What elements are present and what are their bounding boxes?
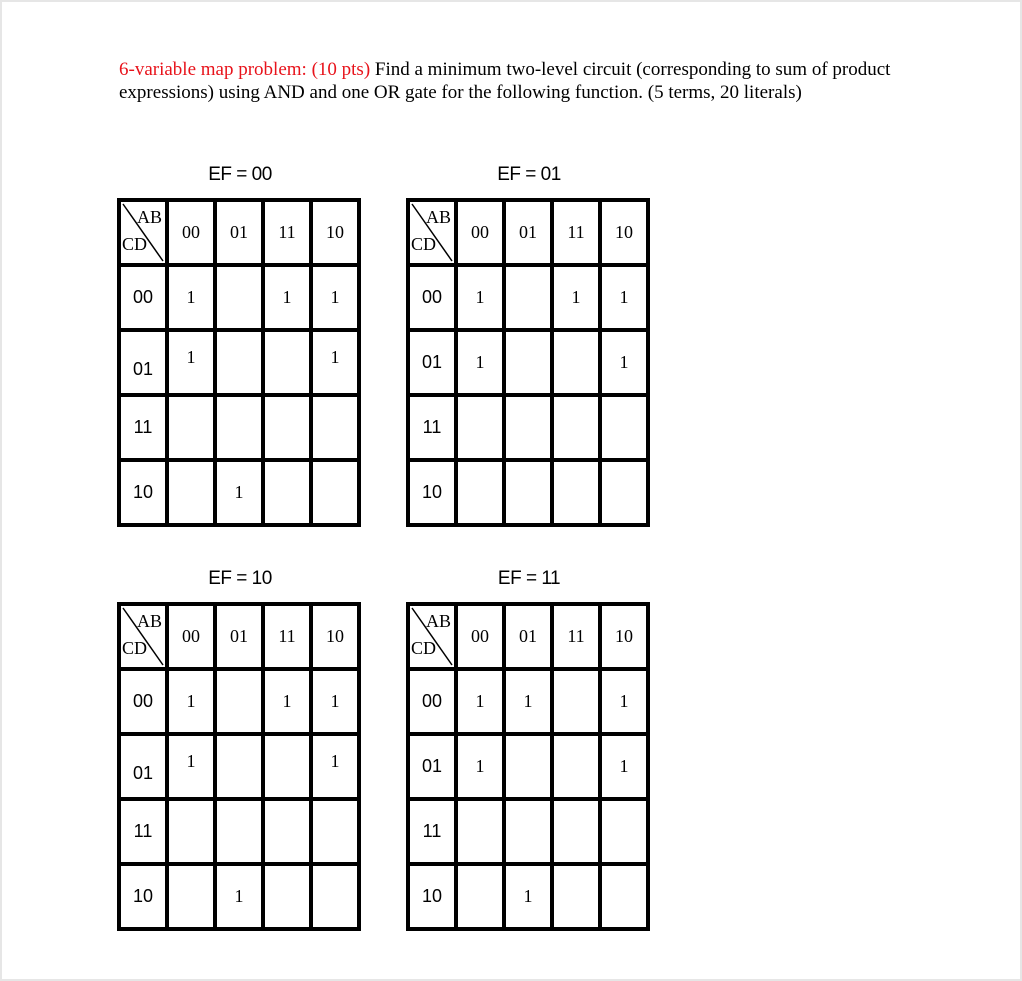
kmap-cell: 1 bbox=[265, 267, 309, 328]
kmap-cell bbox=[506, 267, 550, 328]
col-header: 00 bbox=[458, 606, 502, 667]
kmap-corner bbox=[121, 202, 165, 263]
kmap-cell: 1 bbox=[265, 671, 309, 732]
kmap-cell bbox=[217, 736, 261, 797]
kmap-title-ef01: EF = 01 bbox=[497, 164, 561, 185]
row-header: 10 bbox=[121, 866, 165, 927]
kmap-cell: 1 bbox=[217, 462, 261, 523]
kmap-cell: 1 bbox=[217, 866, 261, 927]
row-header: 11 bbox=[121, 801, 165, 862]
row-header: 00 bbox=[410, 671, 454, 732]
kmap-cell bbox=[506, 462, 550, 523]
row-header bbox=[121, 736, 165, 797]
corner-cd-label: CD bbox=[122, 234, 148, 254]
row-header: 10 bbox=[121, 462, 165, 523]
kmap-cell: 1 bbox=[458, 332, 502, 393]
kmap-cell bbox=[458, 866, 502, 927]
kmap-cell-value: 1 bbox=[330, 751, 340, 771]
kmap-cell: 1 bbox=[602, 736, 646, 797]
col-header: 01 bbox=[506, 202, 550, 263]
kmap-cell bbox=[265, 332, 309, 393]
col-header: 11 bbox=[554, 202, 598, 263]
kmap-title-ef00: EF = 00 bbox=[208, 164, 272, 185]
col-header: 00 bbox=[169, 606, 213, 667]
row-header: 00 bbox=[121, 267, 165, 328]
kmap-cell: 1 bbox=[458, 267, 502, 328]
kmap-corner bbox=[410, 202, 454, 263]
kmap-cell bbox=[313, 801, 357, 862]
kmap-corner bbox=[121, 606, 165, 667]
kmap-cell bbox=[554, 736, 598, 797]
kmap-cell: 1 bbox=[602, 671, 646, 732]
col-header: 11 bbox=[265, 202, 309, 263]
corner-cd-label: CD bbox=[411, 234, 437, 254]
corner-ab-label: AB bbox=[425, 207, 451, 227]
kmap-cell bbox=[169, 462, 213, 523]
corner-ab-label: AB bbox=[136, 611, 162, 631]
kmap-cell bbox=[458, 462, 502, 523]
kmap-ef01 bbox=[406, 198, 650, 527]
kmap-cell bbox=[602, 866, 646, 927]
col-header: 10 bbox=[313, 202, 357, 263]
kmap-cell bbox=[313, 462, 357, 523]
kmap-cell bbox=[265, 462, 309, 523]
kmap-cell bbox=[554, 332, 598, 393]
kmap-cell bbox=[169, 736, 213, 797]
kmap-cell bbox=[217, 671, 261, 732]
row-header: 11 bbox=[410, 397, 454, 458]
problem-statement bbox=[119, 58, 899, 104]
col-header: 11 bbox=[554, 606, 598, 667]
row-header-label: 01 bbox=[132, 359, 154, 379]
kmap-cell bbox=[217, 267, 261, 328]
row-header: 11 bbox=[121, 397, 165, 458]
kmap-cell: 1 bbox=[458, 671, 502, 732]
kmap-cell: 1 bbox=[313, 671, 357, 732]
row-header: 01 bbox=[410, 736, 454, 797]
corner-cd-label: CD bbox=[411, 638, 437, 658]
row-header: 01 bbox=[410, 332, 454, 393]
row-header: 00 bbox=[410, 267, 454, 328]
col-header: 10 bbox=[602, 202, 646, 263]
kmap-cell bbox=[217, 332, 261, 393]
row-header: 10 bbox=[410, 866, 454, 927]
kmap-corner bbox=[410, 606, 454, 667]
kmap-cell: 1 bbox=[169, 267, 213, 328]
kmap-cell bbox=[265, 801, 309, 862]
kmap-cell-value: 1 bbox=[330, 347, 340, 367]
problem-heading: 6-variable map problem: (10 pts) bbox=[119, 59, 371, 80]
problem-text: Find a minimum two-level circuit (corresponding to sum of product expressions) using AND and one OR gate for the following function. (5 terms, 20 literals) bbox=[119, 59, 891, 103]
kmap-cell: 1 bbox=[169, 671, 213, 732]
col-header: 00 bbox=[169, 202, 213, 263]
kmap-cell: 1 bbox=[506, 671, 550, 732]
kmap-ef00 bbox=[117, 198, 361, 527]
col-header: 01 bbox=[506, 606, 550, 667]
kmap-cell bbox=[602, 397, 646, 458]
kmap-cell-value: 1 bbox=[186, 751, 196, 771]
kmap-cell bbox=[217, 801, 261, 862]
kmap-cell bbox=[554, 397, 598, 458]
row-header: 11 bbox=[410, 801, 454, 862]
kmap-cell bbox=[458, 801, 502, 862]
kmap-cell bbox=[313, 866, 357, 927]
kmap-title-ef10: EF = 10 bbox=[208, 568, 272, 589]
corner-cd-label: CD bbox=[122, 638, 148, 658]
kmap-cell bbox=[313, 397, 357, 458]
kmap-cell bbox=[313, 332, 357, 393]
kmap-cell bbox=[313, 736, 357, 797]
row-header-label: 01 bbox=[132, 763, 154, 783]
kmap-title-ef11: EF = 11 bbox=[497, 568, 561, 589]
kmap-cell bbox=[554, 801, 598, 862]
col-header: 11 bbox=[265, 606, 309, 667]
kmap-cell bbox=[506, 736, 550, 797]
kmap-cell bbox=[169, 332, 213, 393]
col-header: 10 bbox=[602, 606, 646, 667]
kmap-cell bbox=[506, 801, 550, 862]
kmap-cell bbox=[265, 736, 309, 797]
row-header bbox=[121, 332, 165, 393]
corner-ab-label: AB bbox=[425, 611, 451, 631]
kmap-cell: 1 bbox=[602, 267, 646, 328]
kmap-cell: 1 bbox=[458, 736, 502, 797]
kmap-ef10 bbox=[117, 602, 361, 931]
col-header: 01 bbox=[217, 202, 261, 263]
row-header: 10 bbox=[410, 462, 454, 523]
kmap-cell bbox=[169, 866, 213, 927]
kmap-cell bbox=[169, 801, 213, 862]
kmap-cell bbox=[602, 462, 646, 523]
kmap-cell-value: 1 bbox=[186, 347, 196, 367]
kmap-ef11 bbox=[406, 602, 650, 931]
kmap-cell bbox=[169, 397, 213, 458]
row-header: 00 bbox=[121, 671, 165, 732]
col-header: 01 bbox=[217, 606, 261, 667]
kmap-cell bbox=[554, 671, 598, 732]
kmap-cell bbox=[506, 332, 550, 393]
col-header: 10 bbox=[313, 606, 357, 667]
kmap-cell bbox=[217, 397, 261, 458]
kmap-cell bbox=[554, 462, 598, 523]
corner-ab-label: AB bbox=[136, 207, 162, 227]
kmap-cell bbox=[554, 866, 598, 927]
kmap-cell: 1 bbox=[602, 332, 646, 393]
kmap-cell: 1 bbox=[313, 267, 357, 328]
kmap-cell bbox=[458, 397, 502, 458]
kmap-cell bbox=[265, 866, 309, 927]
col-header: 00 bbox=[458, 202, 502, 263]
kmap-cell bbox=[506, 397, 550, 458]
kmap-cell: 1 bbox=[554, 267, 598, 328]
kmap-cell bbox=[265, 397, 309, 458]
kmap-cell bbox=[602, 801, 646, 862]
kmap-cell: 1 bbox=[506, 866, 550, 927]
